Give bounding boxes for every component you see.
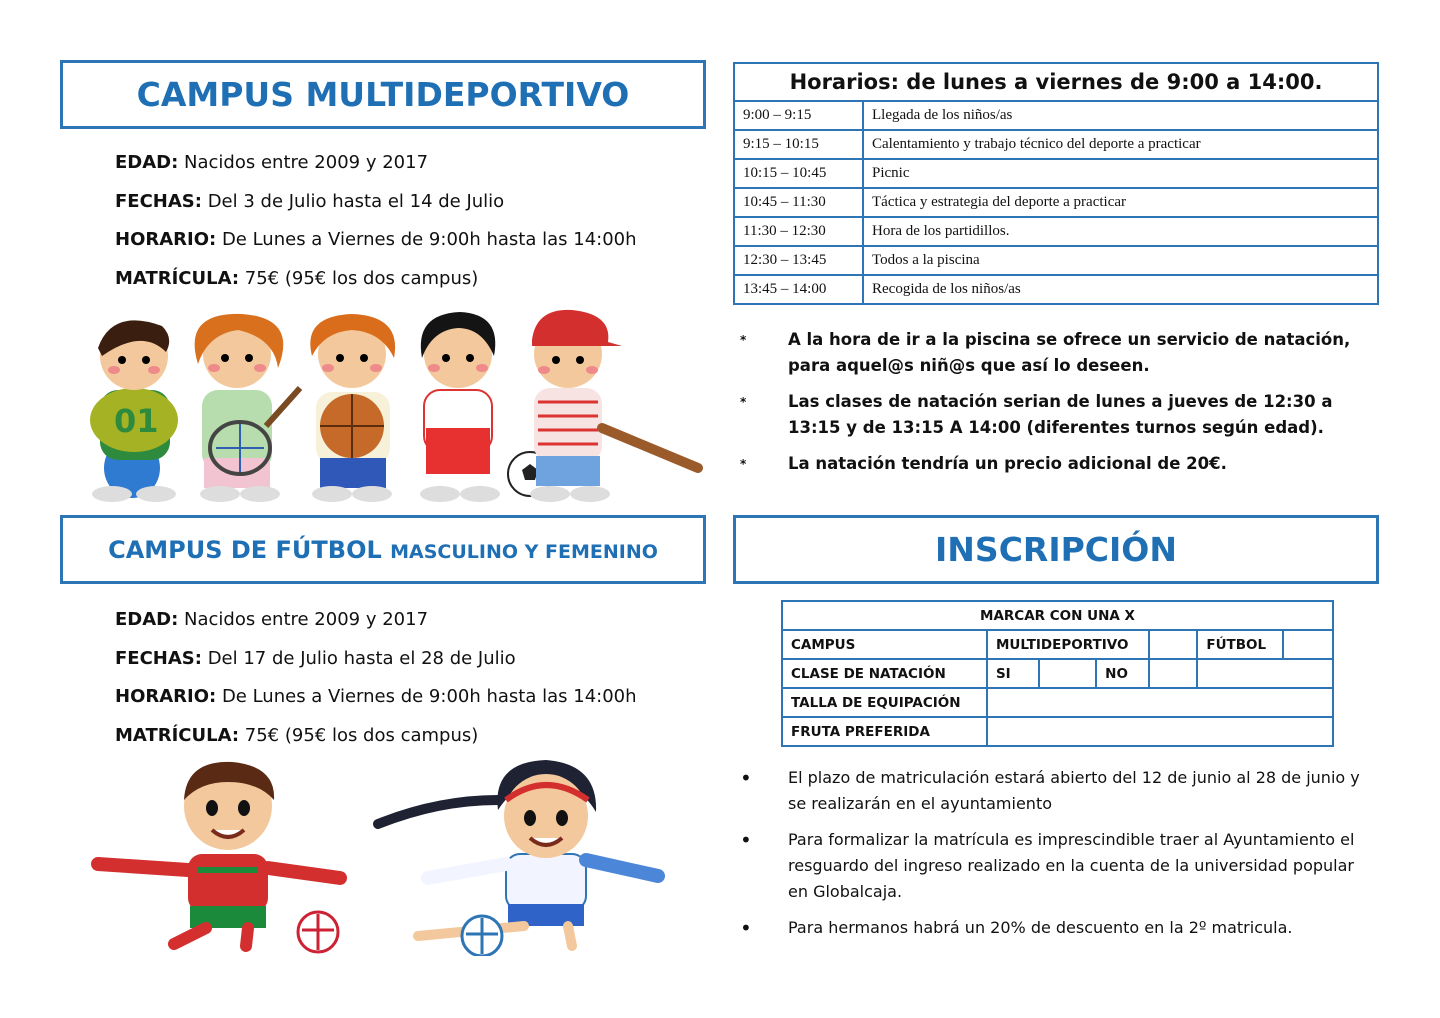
schedule-table: [733, 62, 1379, 305]
inscription-title-box: [733, 515, 1379, 584]
si-checkbox[interactable]: [1039, 659, 1096, 688]
list-item: • Para formalizar la matrícula es imprescindible traer al Ayuntamiento el resguardo del ingreso realizado en la cuenta de la universidad popular en Globalcaja.: [740, 828, 1355, 901]
list-item: * A la hora de ir a la piscina se ofrece un servicio de natación, para aquel@s niñ@s que así lo deseen.: [740, 330, 1351, 375]
multi-schedule-row: HORARIO: De Lunes a Viernes de 9:00h hasta las 14:00h: [115, 229, 637, 250]
table-row: 10:45 – 11:30 Táctica y estrategia del deporte a practicar: [734, 188, 1378, 217]
kids-sports-illustration: [62, 308, 707, 506]
fruit-field[interactable]: [987, 717, 1333, 746]
football-kids-illustration: [78, 760, 688, 956]
multi-fee-row: MATRÍCULA: 75€ (95€ los dos campus): [115, 267, 479, 289]
multi-info: [115, 144, 637, 298]
multi-dates-row: FECHAS: Del 3 de Julio hasta el 14 de Julio: [115, 190, 505, 212]
football-fee-row: MATRÍCULA: 75€ (95€ los dos campus): [115, 724, 479, 746]
futbol-checkbox[interactable]: [1283, 630, 1333, 659]
option-no-label: NO: [1096, 659, 1149, 688]
football-schedule-row: HORARIO: De Lunes a Viernes de 9:00h hasta las 14:00h: [115, 686, 637, 707]
inscription-form: [781, 600, 1334, 747]
list-item: * La natación tendría un precio adicional de 20€.: [740, 454, 1227, 473]
size-label: TALLA DE EQUIPACIÓN: [782, 688, 987, 717]
form-header: MARCAR CON UNA X: [782, 601, 1333, 630]
option-si-label: SI: [987, 659, 1039, 688]
table-row: 9:00 – 9:15 Llegada de los niños/as: [734, 101, 1378, 130]
schedule-header: Horarios: de lunes a viernes de 9:00 a 14:00.: [734, 63, 1378, 101]
form-row-fruit: [782, 717, 1333, 746]
multi-title-box: [60, 60, 706, 129]
swim-notes: [734, 327, 1374, 487]
list-item: * Las clases de natación serian de lunes a jueves de 12:30 a 13:15 y de 13:15 A 14:00 (diferentes turnos según edad).: [740, 392, 1333, 437]
table-row: 9:15 – 10:15 Calentamiento y trabajo técnico del deporte a practicar: [734, 130, 1378, 159]
option-multideportivo-label: MULTIDEPORTIVO: [987, 630, 1149, 659]
football-title-box: [60, 515, 706, 584]
multi-age-row: EDAD: Nacidos entre 2009 y 2017: [115, 152, 429, 173]
form-row-swim: [782, 659, 1333, 688]
swim-label: CLASE DE NATACIÓN: [782, 659, 987, 688]
football-info: [115, 601, 637, 755]
multi-title: CAMPUS MULTIDEPORTIVO: [136, 75, 630, 114]
table-row: 12:30 – 13:45 Todos a la piscina: [734, 246, 1378, 275]
football-age-row: EDAD: Nacidos entre 2009 y 2017: [115, 609, 429, 630]
fruit-label: FRUTA PREFERIDA: [782, 717, 987, 746]
form-row-size: [782, 688, 1333, 717]
table-row: 13:45 – 14:00 Recogida de los niños/as: [734, 275, 1378, 304]
list-item: • El plazo de matriculación estará abierto del 12 de junio al 28 de junio y se realizarán en el ayuntamiento: [740, 766, 1360, 813]
table-row: 10:15 – 10:45 Picnic: [734, 159, 1378, 188]
form-row-campus: [782, 630, 1333, 659]
no-checkbox[interactable]: [1149, 659, 1197, 688]
swim-extra-cell: [1197, 659, 1333, 688]
campus-label: CAMPUS: [782, 630, 987, 659]
football-title: CAMPUS DE FÚTBOL MASCULINO Y FEMENINO: [108, 535, 658, 564]
option-futbol-label: FÚTBOL: [1197, 630, 1283, 659]
table-row: 11:30 – 12:30 Hora de los partidillos.: [734, 217, 1378, 246]
size-field[interactable]: [987, 688, 1333, 717]
list-item: • Para hermanos habrá un 20% de descuento en la 2º matricula.: [740, 916, 1293, 940]
inscription-title: INSCRIPCIÓN: [935, 530, 1177, 569]
inscription-notes: [734, 765, 1364, 951]
multideportivo-checkbox[interactable]: [1149, 630, 1197, 659]
svg-text:01: 01: [114, 402, 159, 440]
football-dates-row: FECHAS: Del 17 de Julio hasta el 28 de Julio: [115, 647, 516, 669]
